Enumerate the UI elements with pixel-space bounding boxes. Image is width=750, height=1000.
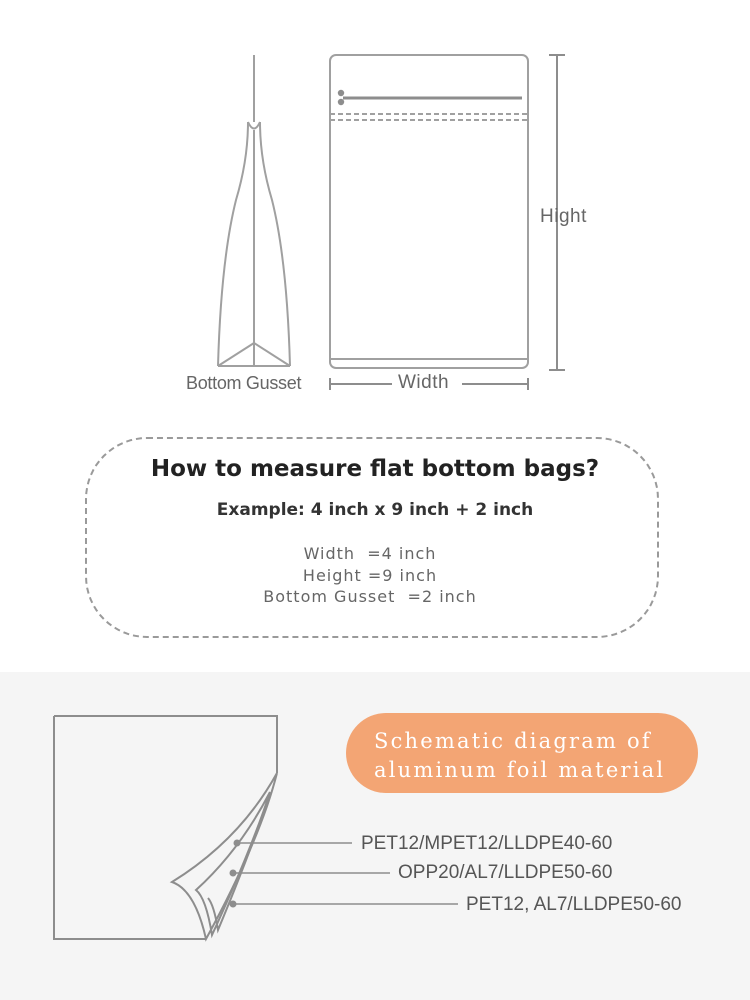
- material-title-line-2: aluminum foil material: [374, 758, 666, 782]
- measure-example: Example: 4 inch x 9 inch + 2 inch: [216, 500, 534, 520]
- foil-sheet-outline: [54, 716, 277, 939]
- tear-notch-dot: [338, 90, 344, 96]
- side-left-edge: [218, 122, 248, 366]
- foil-sheet-diagram: [54, 716, 277, 939]
- bag-side-view: [218, 55, 290, 366]
- tear-notch-dot: [338, 99, 344, 105]
- bag-front-view: [330, 55, 528, 368]
- measure-title: How to measure flat bottom bags?: [150, 456, 600, 482]
- height-label: Hight: [540, 206, 587, 227]
- layer-label: PET12, AL7/LLDPE50-60: [466, 894, 682, 915]
- bag-front-outline: [330, 55, 528, 368]
- layer-label: PET12/MPET12/LLDPE40-60: [361, 833, 613, 854]
- bottom-gusset-label: Bottom Gusset: [186, 373, 302, 393]
- side-gusset-left: [218, 343, 254, 366]
- material-title: [374, 727, 684, 785]
- material-title-line-1: Schematic diagram of: [374, 729, 652, 753]
- width-value: Width =4 inch: [303, 544, 437, 563]
- width-label: Width: [398, 372, 450, 393]
- side-fold-top: [248, 122, 260, 129]
- layer-label: OPP20/AL7/LLDPE50-60: [398, 862, 613, 883]
- foil-layer-middle: [196, 792, 270, 935]
- side-gusset-right: [254, 343, 290, 366]
- side-right-edge: [260, 122, 290, 366]
- gusset-value: Bottom Gusset =2 inch: [263, 587, 477, 606]
- height-value: Height =9 inch: [302, 566, 438, 585]
